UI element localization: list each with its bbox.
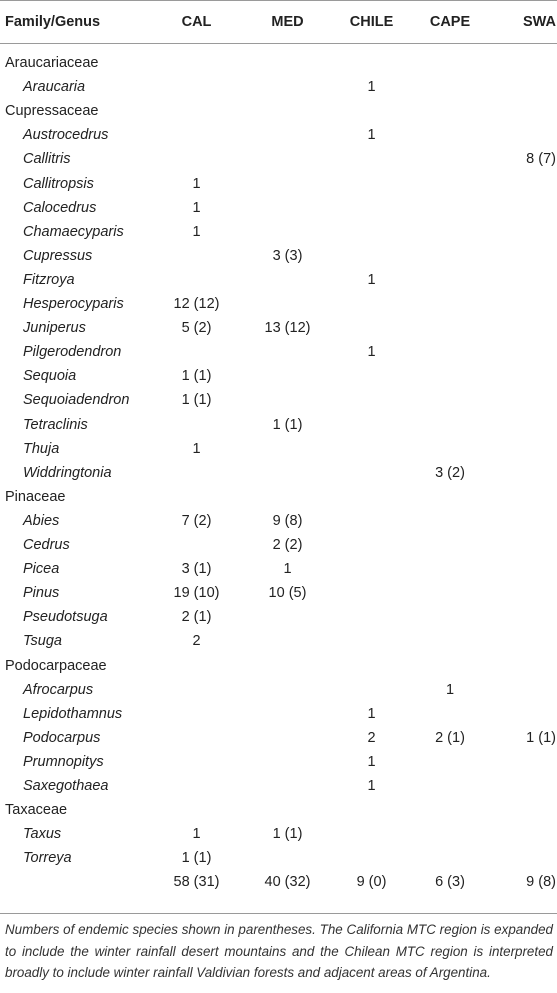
- genus-name: Afrocarpus: [23, 681, 94, 698]
- table-row: [0, 364, 557, 388]
- cell-med: 1: [283, 561, 292, 578]
- cell-cal: 3 (1): [181, 561, 212, 578]
- genus-name: Widdringtonia: [23, 464, 112, 481]
- table-row: [0, 605, 557, 629]
- genus-name: Callitris: [23, 151, 71, 168]
- family-name: Taxaceae: [5, 802, 68, 819]
- table-row: [0, 702, 557, 726]
- genus-name: Torreya: [23, 850, 72, 867]
- cell-chile: 1: [367, 778, 376, 794]
- cell-chile: 9 (0): [356, 874, 387, 891]
- genus-name: Saxegothaea: [23, 778, 109, 794]
- cell-cal: 1 (1): [181, 850, 212, 867]
- header-rule: [0, 43, 557, 44]
- cell-cal: 7 (2): [181, 512, 212, 529]
- table-row: [0, 774, 557, 798]
- cell-cal: 2 (1): [181, 609, 212, 626]
- family-name: Cupressaceae: [5, 103, 99, 120]
- cell-cape: 6 (3): [435, 874, 465, 891]
- cell-cal: 58 (31): [173, 874, 220, 891]
- genus-name: Austrocedrus: [23, 127, 109, 144]
- genus-name: Chamaecyparis: [23, 223, 124, 240]
- cell-cape: 3 (2): [435, 464, 465, 481]
- cell-chile: 1: [367, 127, 376, 144]
- genus-name: Cedrus: [23, 537, 70, 553]
- table-row: [0, 316, 557, 340]
- table-footnote: Numbers of endemic species shown in parentheses. The California MTC region is expanded to include the winter rainfall desert mountains and the Chilean MTC region is interpreted broadly to include winter rainfall Valdivian forests and adjacent areas of Argentina.: [5, 922, 553, 980]
- table-row: [0, 244, 557, 268]
- cell-med: 2 (2): [272, 537, 303, 553]
- table-row: [0, 172, 557, 196]
- cell-cal: 1 (1): [181, 368, 212, 385]
- table-row: [0, 461, 557, 485]
- genus-name: Juniperus: [23, 320, 86, 337]
- header-chile: CHILE: [349, 14, 394, 30]
- family-name: Araucariaceae: [5, 55, 99, 71]
- family-row: [0, 485, 557, 509]
- genus-name: Hesperocyparis: [23, 296, 124, 312]
- genus-name: Pilgerodendron: [23, 344, 122, 361]
- family-row: [0, 99, 557, 123]
- table-row: [0, 629, 557, 653]
- table-row: [0, 340, 557, 364]
- table-row: [0, 147, 557, 171]
- genus-name: Podocarpus: [23, 729, 101, 746]
- cell-chile: 1: [367, 344, 376, 361]
- cell-cal: 12 (12): [173, 296, 220, 312]
- cell-cal: 1 (1): [181, 392, 212, 409]
- cell-med: 1 (1): [272, 826, 303, 843]
- table-row: [0, 437, 557, 461]
- family-name: Podocarpaceae: [5, 657, 107, 674]
- cell-chile: 1: [367, 271, 376, 288]
- genus-name: Taxus: [23, 826, 62, 843]
- table-row: [0, 75, 557, 99]
- table-row: [0, 509, 557, 533]
- header-swa: SWA: [522, 14, 556, 30]
- genus-name: Callitropsis: [23, 175, 94, 192]
- genus-name: Sequoiadendron: [23, 392, 130, 409]
- cell-cal: 2: [192, 633, 201, 650]
- table-row: [0, 268, 557, 292]
- header-family-genus: Family/Genus: [5, 14, 101, 30]
- genus-name: Pinus: [23, 585, 60, 602]
- table-row: [0, 413, 557, 437]
- cell-swa: 1 (1): [526, 729, 556, 746]
- genus-name: Calocedrus: [23, 199, 97, 216]
- cell-chile: 1: [367, 705, 376, 722]
- table-row: [0, 220, 557, 244]
- table-row: [0, 123, 557, 147]
- cell-cal: 1: [192, 175, 201, 192]
- table-row: [0, 557, 557, 581]
- cell-med: 10 (5): [268, 585, 307, 602]
- table-row: [0, 678, 557, 702]
- header-cal: CAL: [181, 14, 212, 30]
- table-row: [0, 581, 557, 605]
- family-row: [0, 51, 557, 75]
- genus-name: Tsuga: [23, 633, 62, 650]
- cell-med: 1 (1): [272, 416, 303, 433]
- cell-med: 13 (12): [264, 320, 311, 337]
- total-row: [0, 870, 557, 894]
- table-row: [0, 846, 557, 870]
- genus-name: Picea: [23, 561, 60, 578]
- cell-med: 9 (8): [272, 512, 303, 529]
- cell-cal: 19 (10): [173, 585, 220, 602]
- table-row: [0, 388, 557, 412]
- table-row: [0, 726, 557, 750]
- genus-name: Fitzroya: [23, 271, 75, 288]
- cell-chile: 1: [367, 79, 376, 96]
- table-row: [0, 822, 557, 846]
- family-row: [0, 798, 557, 822]
- table-bottom-rule: [0, 913, 557, 914]
- cell-cal: 1: [192, 440, 201, 457]
- genus-name: Thuja: [23, 440, 60, 457]
- cell-swa: 9 (8): [526, 874, 556, 891]
- table-row: [0, 292, 557, 316]
- table-top-rule: [0, 0, 557, 1]
- genus-name: Prumnopitys: [23, 753, 104, 770]
- cell-cal: 1: [192, 826, 201, 843]
- genus-name: Tetraclinis: [23, 416, 88, 433]
- genus-name: Lepidothamnus: [23, 705, 123, 722]
- cell-chile: 2: [367, 729, 376, 746]
- family-name: Pinaceae: [5, 488, 66, 505]
- genus-name: Sequoia: [23, 368, 77, 385]
- cell-chile: 1: [367, 753, 376, 770]
- header-med: MED: [271, 14, 304, 30]
- table-row: [0, 533, 557, 557]
- cell-cal: 1: [192, 199, 201, 216]
- genus-name: Cupressus: [23, 247, 93, 264]
- cell-cape: 2 (1): [435, 729, 465, 746]
- family-row: [0, 654, 557, 678]
- cell-med: 40 (32): [264, 874, 311, 891]
- genus-name: Pseudotsuga: [23, 609, 108, 626]
- cell-cal: 5 (2): [181, 320, 212, 337]
- cell-med: 3 (3): [272, 247, 303, 264]
- table-row: [0, 750, 557, 774]
- genus-name: Abies: [23, 512, 60, 529]
- cell-swa: 8 (7): [526, 151, 556, 168]
- cell-cape: 1: [445, 681, 455, 698]
- cell-cal: 1: [192, 223, 201, 240]
- table-row: [0, 196, 557, 220]
- header-cape: CAPE: [429, 14, 471, 30]
- genus-name: Araucaria: [23, 79, 86, 96]
